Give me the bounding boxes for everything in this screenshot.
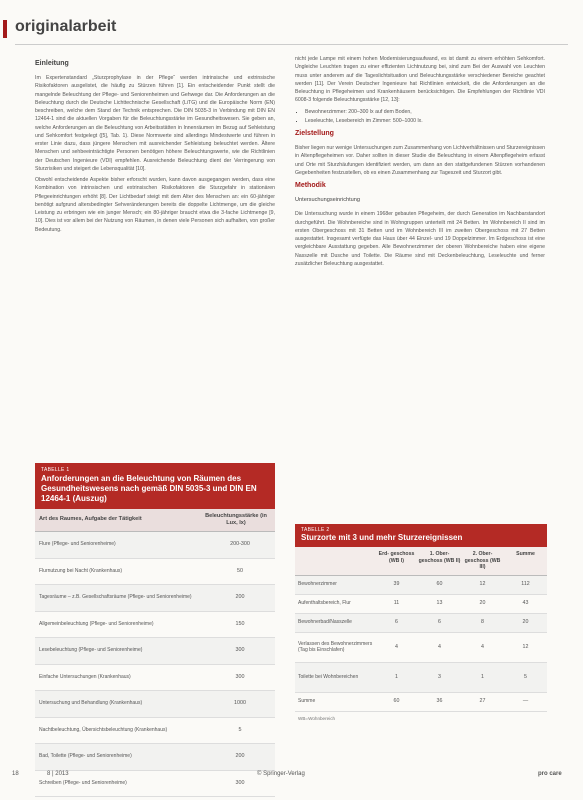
table-1-title: Anforderungen an die Beleuchtung von Räumen des Gesundheitswesens nach gemäß DIN 5035-3 und DIN EN 12464-1 (Auszug) (41, 474, 257, 503)
intro-paragraph-2: Obwohl entscheidende Aspekte bisher erforscht wurden, kann davon ausgegangen werden, dass eine Kombination von intrinsischen und extrinsischen Risikofaktoren die Sturzgefahr in stationären Pflegeeinrichtungen erhöht [8]. Der Lichtbedarf steigt mit dem Alter des Menschen an: ein 60-jähriger benötigt aufgrund altersbedingter Sehveränderungen bereits die doppelte Lichtmenge, um die gleiche Leistung zu erbringen wie ein junger Mensch; ein 80-jähriger braucht etwa die 3-fache Lichtmenge [9, 10]. Dies ist vor allem bei der Nutzung von Räumen, in denen viele Personen sich aufhalten, von großer Bedeutung. (35, 177, 275, 233)
room-type: Schreiben (Pflege- und Seniorenheime) (39, 779, 127, 786)
table-1-label: TABELLE 1 (41, 467, 70, 473)
lux-value: 300 (235, 779, 245, 786)
left-column (35, 55, 275, 237)
section-marker (3, 20, 7, 38)
fall-location: Bewohnerbad/Nasszelle (298, 619, 352, 626)
list-item: ▪ Leseleuchte, Lesebereich im Zimmer: 500–1000 lx. (305, 117, 545, 125)
lux-value: 200 (235, 594, 245, 601)
fall-count: 12 (522, 643, 529, 650)
room-type: Lesebeleuchtung (Pflege- und Seniorenheime) (39, 647, 143, 654)
table-row (35, 718, 275, 745)
fall-count: 6 (395, 619, 398, 626)
table-2-label: TABELLE 2 (301, 527, 330, 533)
table-1-body (35, 532, 275, 797)
fall-count: 39 (393, 581, 400, 588)
table-row (35, 665, 275, 692)
table-2 (295, 524, 547, 721)
aim-paragraph: Bisher liegen nur wenige Untersuchungen zum Zusammenhang von Lichtverhältnissen und Sturzereignissen in Altenpflegeheimen vor. Daher sollten in dieser Studie die Beleuchtung in einem Altenpflegeheim erfasst und Orte mit Sturzhäufungen identifiziert werden, um dann an den stattgefundenen Stürzen vorhandenen Gegebenheiten festzustellen, ob es einen Zusammenhang zur Tageszeit und Sturzort gibt. (295, 145, 545, 176)
table-row (35, 691, 275, 718)
fall-count: 1 (395, 673, 398, 680)
table-row (35, 612, 275, 639)
fall-count: 20 (479, 600, 486, 607)
lux-value: 300 (235, 647, 245, 654)
fall-count: 112 (521, 581, 530, 588)
table-row (35, 585, 275, 612)
lux-recommendations-list (305, 108, 545, 126)
room-type: Einfache Untersuchungen (Krankenhaus) (39, 673, 131, 680)
fall-count: 1 (481, 673, 484, 680)
table-2-title: Sturzorte mit 3 und mehr Sturzereignissen (301, 533, 463, 542)
fall-count: 11 (393, 600, 400, 607)
fall-count: 12 (479, 581, 486, 588)
table-row (295, 595, 547, 614)
list-item: ▪ Bewohnerzimmer: 200–300 lx auf dem Boden, (305, 108, 545, 116)
table-2-col-og2: 2. Ober- geschoss (WB III) (464, 551, 501, 570)
lux-value: 50 (237, 567, 243, 574)
fall-count: 3 (438, 673, 441, 680)
fall-location: Verlassen des Bewohnerzimmers (Tag bis Einschlafen) (298, 640, 373, 653)
intro-paragraph-1: Im Expertenstandard „Sturzprophylaxe in der Pflege“ werden intrinsische und extrinsische Risikofaktoren ausgelistet, die häufig zu Stürzen führen [1]. Ein entscheidender Punkt stellt die mangelnde Beleuchtung der Pflege- und Seniorenheimen und Gehwege dar. Die Anforderungen an die Beleuchtung durch die Deutsche Lichttechnische Gesellschaft (LiTG) und die Europäische Norm (EN) beschreiben, welche dem Stand der Technik entsprechen. Die DIN 5035-3 in Verbindung mit DIN EN 12464-1 sind die aktuellen Vorgaben für die Beleuchtungsstärke im Gesundheitswesen. Sie geben an, welche Anforderungen an die Beleuchtung von Arbeitsstätten in Innenräumen im Bezug auf Sehleistung und Sehkomfort festgelegt ([5], Tab. 1). Diese Normwerte sind allerdings Mindestwerte und führen in erster Linie dazu, dass jüngere Menschen mit ausreichender Sehleistung beleuchtet werden. Ältere Menschen und sehbeeinträchtigte Personen benötigen höhere Beleuchtungswerte, wie die Richtlinien der Deutschen Ingenieure (VDI) empfehlen. Ausreichende Beleuchtung dient der Verringerung von Sturzrisiken und steigert die Lebensqualität [10]. (35, 75, 275, 172)
room-type: Flure (Pflege- und Seniorenheime) (39, 541, 116, 548)
room-type: Tagesräume – z.B. Gesellschaftsräume (Pflege- und Seniorenheime) (39, 594, 192, 601)
issue-number: 8 | 2013 (47, 771, 69, 777)
table-2-col-eg: Erd- geschoss (WB I) (378, 551, 415, 564)
room-type: Nachtbeleuchtung, Übersichtsbeleuchtung (Krankenhaus) (39, 726, 168, 733)
publisher: © Springer-Verlag (257, 771, 305, 777)
right-column (295, 55, 545, 271)
room-type: Allgemeinbeleuchtung (Pflege- und Seniorenheime) (39, 620, 154, 627)
table-1-col-room: Art des Raumes, Aufgabe der Tätigkeit (39, 516, 142, 522)
fall-count: 43 (522, 600, 529, 607)
table-row (295, 576, 547, 595)
fall-count: 27 (479, 698, 486, 705)
lux-value: 200 (235, 753, 245, 760)
method-heading: Methodik (295, 182, 326, 189)
lux-value: 5 (238, 726, 242, 733)
table-2-column-headers (295, 547, 547, 576)
room-type: Bad, Toilette (Pflege- und Seniorenheime) (39, 753, 132, 760)
fall-location: Toilette bei Wohnbereichen (298, 673, 359, 680)
table-row (35, 532, 275, 559)
fall-count: — (522, 698, 529, 705)
table-2-header (295, 524, 547, 547)
method-paragraph: Die Untersuchung wurde in einem 1968er gebauten Pflegeheim, der durch Generation im Nachbarstandort durchgeführt. Die Wohnbereiche sind in Wohngruppen unterteilt mit 24 Betten. Im Wohnbereich II sind im ersten Obergeschoss mit 31 Betten und im Wohnbereich III im zweiten Obergeschoss mit 27 Betten ausgestattet. Insgesamt verfügte das Haus über 44 Einzel- und 19 Doppelzimmer. Im Erdgeschoss ist eine vergleichbare Ausstattung gegeben. Alle Bewohnerzimmer der oberen Wohnbereiche haben eine eigene Nasszelle mit Dusche und Toilette. Die Räume sind mit Deckenbeleuchtung, Leseleuchte und ferner zusätzlicher Beleuchtung ausgestattet. (295, 211, 545, 267)
table-1-column-headers (35, 509, 275, 532)
table-2-body (295, 576, 547, 712)
table-1 (35, 463, 275, 797)
aim-heading: Zielstellung (295, 130, 334, 137)
lux-value: 150 (235, 620, 245, 627)
fall-count: 6 (438, 619, 441, 626)
intro-heading: Einleitung (35, 60, 69, 67)
lux-value: 300 (235, 673, 245, 680)
fall-count: 13 (436, 600, 443, 607)
table-row (295, 633, 547, 663)
page-header (0, 0, 583, 50)
table-2-col-place (295, 551, 375, 571)
table-row (35, 559, 275, 586)
table-2-footnote: WB=Wohnbereich (298, 715, 336, 721)
header-divider (15, 44, 568, 45)
fall-count: 4 (481, 643, 484, 650)
lux-value: 1000 (234, 700, 246, 707)
room-type: Flurnutzung bei Nacht (Krankenhaus) (39, 567, 123, 574)
fall-count: 4 (395, 643, 398, 650)
fall-count: 60 (393, 698, 400, 705)
fall-count: 5 (524, 673, 527, 680)
table-row (35, 744, 275, 771)
fall-location: Bewohnerzimmer (298, 581, 337, 588)
room-type: Untersuchung und Behandlung (Krankenhaus) (39, 700, 143, 707)
fall-count: 36 (436, 698, 443, 705)
table-row (35, 638, 275, 665)
method-subheading: Untersuchungseinrichtung (295, 197, 360, 203)
fall-count: 60 (436, 581, 443, 588)
table-2-col-sum: Summe (516, 551, 535, 557)
table-row (295, 693, 547, 712)
table-row (295, 614, 547, 633)
lux-value: 200-300 (230, 541, 250, 548)
fall-count: 4 (438, 643, 441, 650)
right-intro-paragraph: nicht jede Lampe mit einem hohen Modernisierungsaufwand, es ist damit zu einem erhöhten Sehkomfort. Ungleiche Leuchten tragen zu einer effizienten Lichtnutzung bei, sind zum Bei der Auswahl von Leuchten muss unter anderem auf die Tageslichtsituation und Beleuchtungsstärke verschiedener Bereiche geachtet werden [11]. Der Verein Deutscher Ingenieure hat Richtlinien entwickelt, die die Anforderungen an die Beleuchtung in Pflegeheimen und Krankenhäusern berücksichtigen. Die Empfehlungen der Richtlinie VDI 6008-3 folgende Beleuchtungsstärke [12, 13]: (295, 56, 545, 104)
fall-count: 20 (522, 619, 529, 626)
table-row (35, 771, 275, 798)
table-2-col-og1: 1. Ober- geschoss (WB II) (418, 551, 461, 564)
table-1-header (35, 463, 275, 509)
table-row (295, 663, 547, 693)
fall-location: Summe (298, 698, 316, 705)
fall-count: 8 (481, 619, 484, 626)
fall-location: Aufenthaltsbereich, Flur (298, 600, 351, 607)
magazine-name: pro care (538, 771, 562, 777)
section-title: originalarbeit (15, 18, 117, 35)
page-number: 18 (12, 771, 19, 777)
table-1-col-lux: Beleuchtungsstärke (in Lux, lx) (205, 513, 267, 526)
